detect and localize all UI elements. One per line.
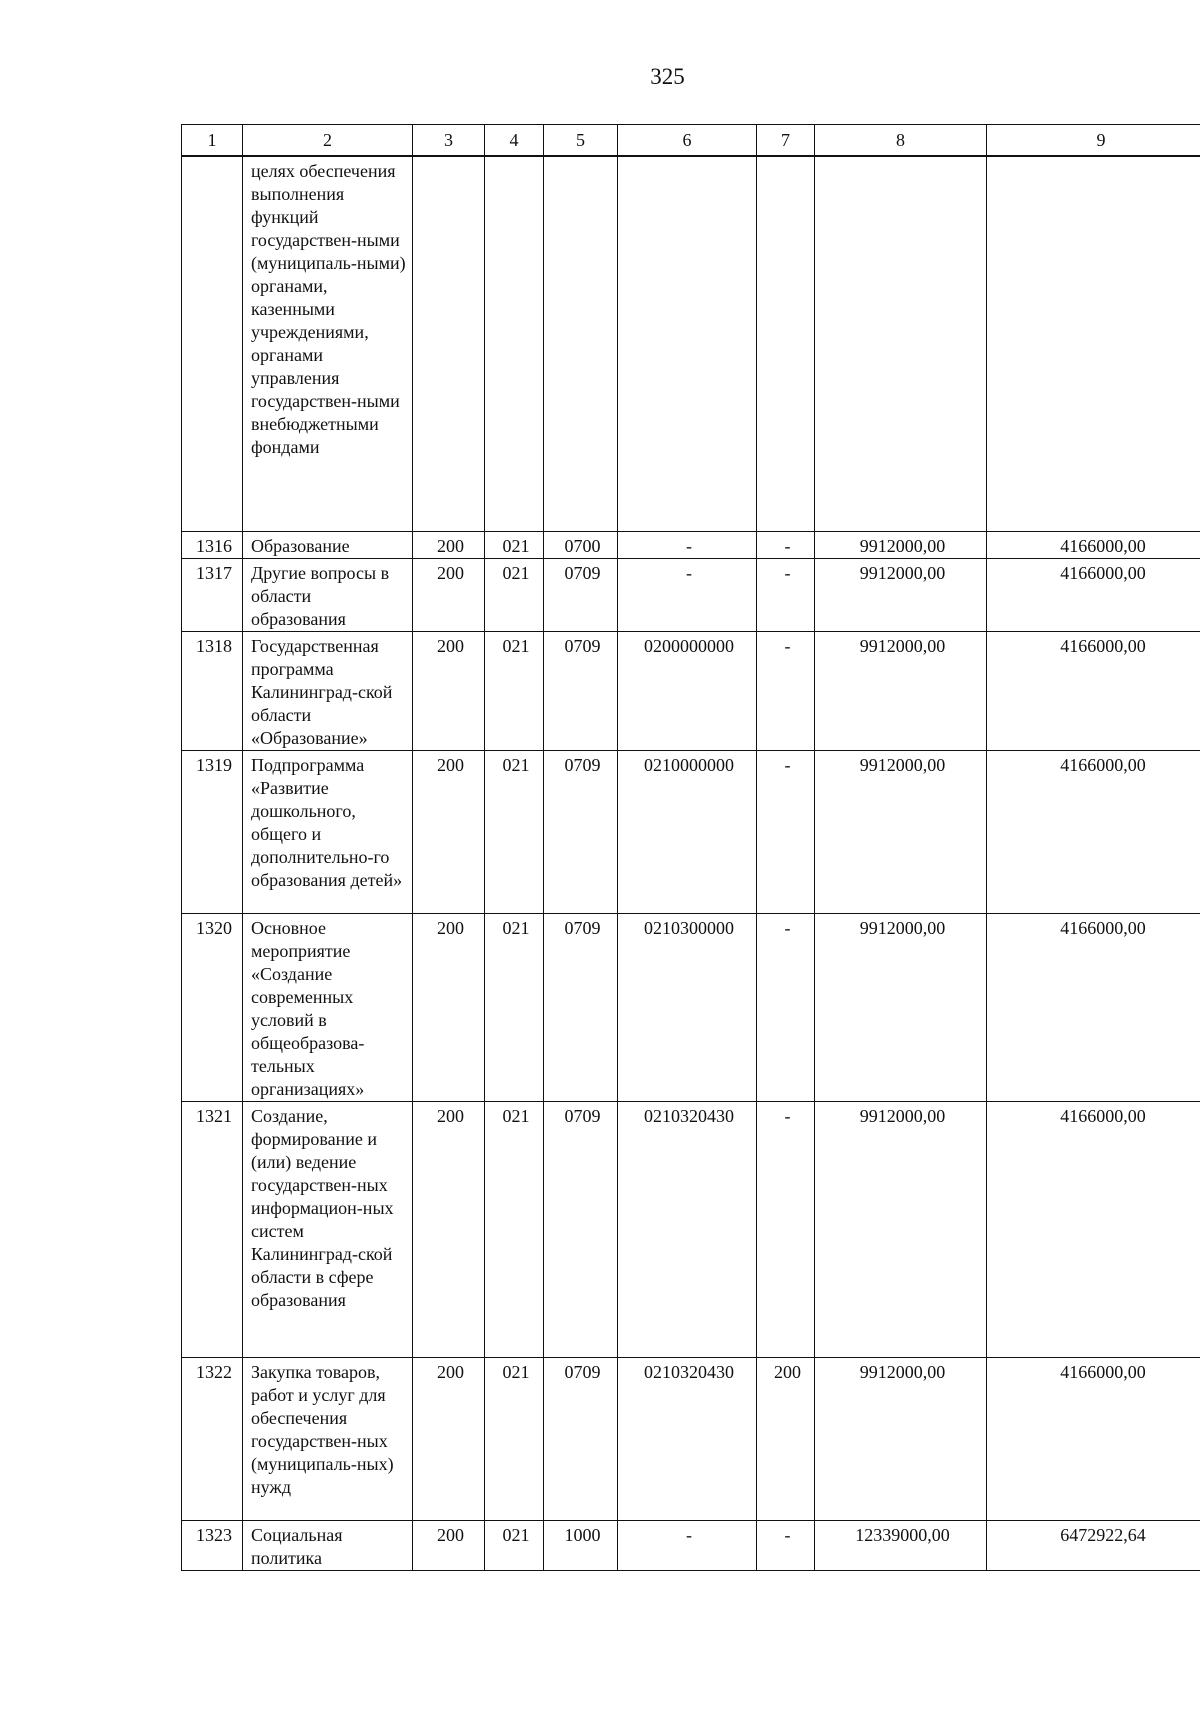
- cell-col-7: [757, 156, 815, 531]
- cell-col-4: 021: [485, 1101, 544, 1357]
- cell-col-8: [815, 156, 987, 531]
- cell-col-5: 0709: [544, 558, 618, 631]
- cell-col-6: -: [618, 1520, 757, 1570]
- table-row: [182, 1520, 1200, 1570]
- cell-col-8: 9912000,00: [815, 1101, 987, 1357]
- row-number: 1319: [182, 750, 243, 913]
- table-row: [182, 531, 1200, 558]
- row-description: Государственная программа Калининград-ской области «Образование»: [243, 631, 413, 750]
- cell-col-6: 0200000000: [618, 631, 757, 750]
- cell-col-9: 4166000,00: [987, 531, 1200, 558]
- column-header: 2: [243, 125, 413, 157]
- table-row: [182, 750, 1200, 913]
- column-header: 7: [757, 125, 815, 157]
- table-row: [182, 156, 1200, 531]
- row-number: [182, 156, 243, 531]
- cell-col-9: 4166000,00: [987, 1357, 1200, 1520]
- cell-col-7: -: [757, 1520, 815, 1570]
- cell-col-5: 0700: [544, 531, 618, 558]
- cell-col-6: [618, 156, 757, 531]
- cell-col-6: 0210320430: [618, 1357, 757, 1520]
- cell-col-3: 200: [413, 631, 485, 750]
- table-row: [182, 913, 1200, 1101]
- row-description: Социальная политика: [243, 1520, 413, 1570]
- cell-col-9: 4166000,00: [987, 558, 1200, 631]
- row-number: 1318: [182, 631, 243, 750]
- cell-col-8: 9912000,00: [815, 558, 987, 631]
- cell-col-3: 200: [413, 1357, 485, 1520]
- cell-col-3: 200: [413, 1520, 485, 1570]
- cell-col-7: -: [757, 750, 815, 913]
- cell-col-7: -: [757, 631, 815, 750]
- cell-col-9: [987, 156, 1200, 531]
- column-header: 9: [987, 125, 1200, 157]
- cell-col-7: -: [757, 1101, 815, 1357]
- cell-col-3: 200: [413, 1101, 485, 1357]
- cell-col-5: 0709: [544, 750, 618, 913]
- row-number: 1316: [182, 531, 243, 558]
- cell-col-8: 9912000,00: [815, 913, 987, 1101]
- column-header: 4: [485, 125, 544, 157]
- cell-col-6: 0210000000: [618, 750, 757, 913]
- cell-col-4: 021: [485, 1357, 544, 1520]
- row-number: 1323: [182, 1520, 243, 1570]
- cell-col-5: 0709: [544, 1357, 618, 1520]
- cell-col-4: 021: [485, 750, 544, 913]
- row-number: 1322: [182, 1357, 243, 1520]
- cell-col-4: 021: [485, 531, 544, 558]
- cell-col-5: 1000: [544, 1520, 618, 1570]
- cell-col-8: 12339000,00: [815, 1520, 987, 1570]
- cell-col-9: 4166000,00: [987, 913, 1200, 1101]
- cell-col-3: 200: [413, 913, 485, 1101]
- cell-col-6: -: [618, 531, 757, 558]
- cell-col-3: [413, 156, 485, 531]
- cell-col-8: 9912000,00: [815, 631, 987, 750]
- column-header: 6: [618, 125, 757, 157]
- cell-col-4: 021: [485, 558, 544, 631]
- row-description: Подпрограмма «Развитие дошкольного, общего и дополнительно-го образования детей»: [243, 750, 413, 913]
- row-number: 1321: [182, 1101, 243, 1357]
- cell-col-3: 200: [413, 558, 485, 631]
- row-description: Образование: [243, 531, 413, 558]
- table-row: [182, 1101, 1200, 1357]
- cell-col-7: -: [757, 913, 815, 1101]
- cell-col-3: 200: [413, 531, 485, 558]
- row-description: целях обеспечения выполнения функций государствен-ными (муниципаль-ными) органами, казенными учреждениями, органами управления государствен-ными внебюджетными фондами: [243, 156, 413, 531]
- cell-col-8: 9912000,00: [815, 531, 987, 558]
- cell-col-4: 021: [485, 913, 544, 1101]
- header-row: [182, 125, 1200, 157]
- row-description: Другие вопросы в области образования: [243, 558, 413, 631]
- cell-col-5: 0709: [544, 1101, 618, 1357]
- row-number: 1317: [182, 558, 243, 631]
- table-row: [182, 1357, 1200, 1520]
- cell-col-6: 0210300000: [618, 913, 757, 1101]
- cell-col-7: -: [757, 531, 815, 558]
- table-row: [182, 631, 1200, 750]
- cell-col-8: 9912000,00: [815, 1357, 987, 1520]
- row-number: 1320: [182, 913, 243, 1101]
- page-number: 325: [650, 64, 685, 89]
- column-header: 3: [413, 125, 485, 157]
- cell-col-6: 0210320430: [618, 1101, 757, 1357]
- row-description: Создание, формирование и (или) ведение государствен-ных информацион-ных систем Калининград-ской области в сфере образования: [243, 1101, 413, 1357]
- cell-col-5: 0709: [544, 631, 618, 750]
- cell-col-9: 4166000,00: [987, 631, 1200, 750]
- column-header: 5: [544, 125, 618, 157]
- cell-col-6: -: [618, 558, 757, 631]
- row-description: Основное мероприятие «Создание современных условий в общеобразова-тельных организациях»: [243, 913, 413, 1101]
- cell-col-8: 9912000,00: [815, 750, 987, 913]
- table-row: [182, 558, 1200, 631]
- column-header: 8: [815, 125, 987, 157]
- cell-col-9: 4166000,00: [987, 750, 1200, 913]
- row-description: Закупка товаров, работ и услуг для обеспечения государствен-ных (муниципаль-ных) нужд: [243, 1357, 413, 1520]
- column-header: 1: [182, 125, 243, 157]
- cell-col-5: 0709: [544, 913, 618, 1101]
- cell-col-7: 200: [757, 1357, 815, 1520]
- budget-table: [181, 124, 1200, 1571]
- cell-col-4: 021: [485, 631, 544, 750]
- cell-col-3: 200: [413, 750, 485, 913]
- cell-col-5: [544, 156, 618, 531]
- cell-col-9: 6472922,64: [987, 1520, 1200, 1570]
- cell-col-9: 4166000,00: [987, 1101, 1200, 1357]
- cell-col-7: -: [757, 558, 815, 631]
- cell-col-4: 021: [485, 1520, 544, 1570]
- cell-col-4: [485, 156, 544, 531]
